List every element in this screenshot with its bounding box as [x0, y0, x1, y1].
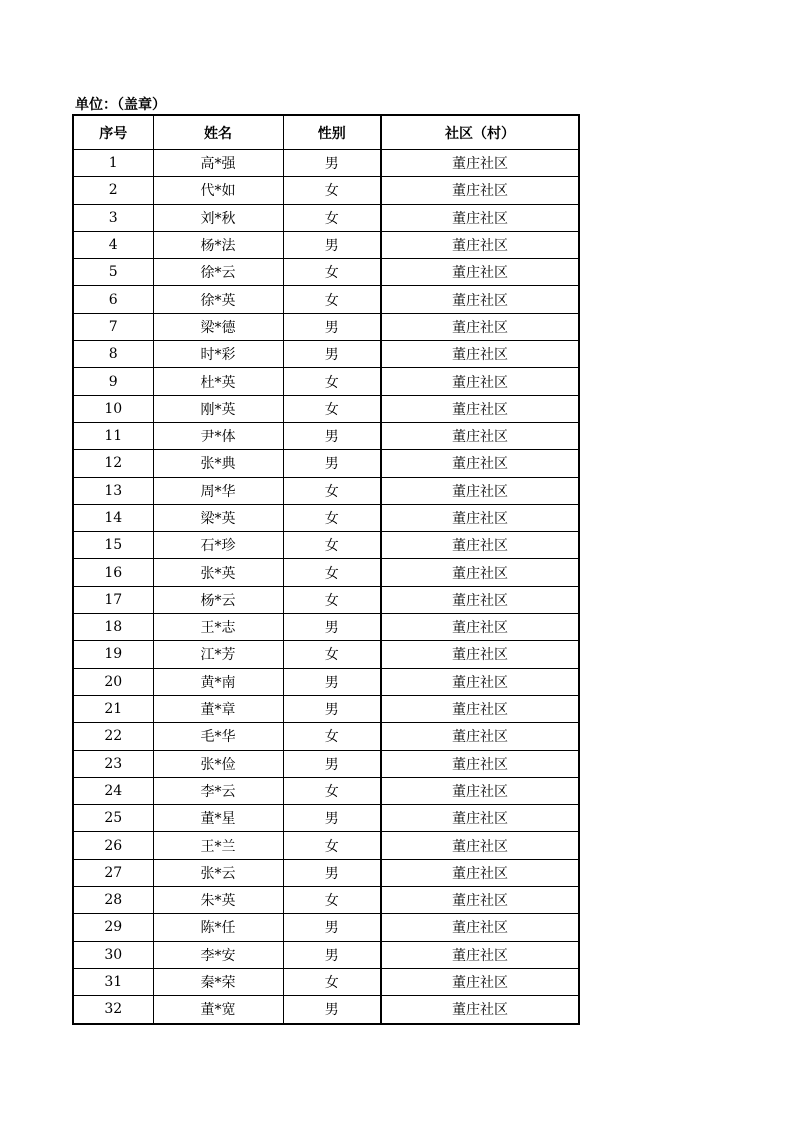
- cell-gender: 女: [283, 259, 381, 286]
- cell-name: 黄*南: [153, 668, 283, 695]
- cell-community: 董庄社区: [381, 204, 579, 231]
- header-gender: 性别: [283, 115, 381, 150]
- table-row: [73, 832, 579, 859]
- cell-community: 董庄社区: [381, 750, 579, 777]
- cell-index: 24: [73, 777, 153, 804]
- header-name: 姓名: [153, 115, 283, 150]
- cell-index: 1: [73, 150, 153, 177]
- cell-name: 梁*德: [153, 313, 283, 340]
- cell-index: 30: [73, 941, 153, 968]
- cell-gender: 女: [283, 504, 381, 531]
- cell-community: 董庄社区: [381, 668, 579, 695]
- table-row: [73, 887, 579, 914]
- cell-community: 董庄社区: [381, 395, 579, 422]
- cell-gender: 女: [283, 586, 381, 613]
- cell-community: 董庄社区: [381, 805, 579, 832]
- cell-name: 毛*华: [153, 723, 283, 750]
- table-row: [73, 641, 579, 668]
- cell-gender: 女: [283, 723, 381, 750]
- cell-index: 19: [73, 641, 153, 668]
- cell-name: 杜*英: [153, 368, 283, 395]
- cell-community: 董庄社区: [381, 177, 579, 204]
- cell-name: 杨*法: [153, 231, 283, 258]
- cell-index: 29: [73, 914, 153, 941]
- cell-gender: 女: [283, 204, 381, 231]
- cell-index: 6: [73, 286, 153, 313]
- cell-index: 16: [73, 559, 153, 586]
- cell-community: 董庄社区: [381, 832, 579, 859]
- cell-name: 王*兰: [153, 832, 283, 859]
- cell-community: 董庄社区: [381, 723, 579, 750]
- cell-name: 李*安: [153, 941, 283, 968]
- cell-community: 董庄社区: [381, 341, 579, 368]
- cell-name: 江*芳: [153, 641, 283, 668]
- cell-gender: 女: [283, 641, 381, 668]
- table-row: [73, 395, 579, 422]
- table-row: [73, 559, 579, 586]
- cell-community: 董庄社区: [381, 150, 579, 177]
- cell-name: 代*如: [153, 177, 283, 204]
- cell-community: 董庄社区: [381, 695, 579, 722]
- table-row: [73, 286, 579, 313]
- cell-index: 10: [73, 395, 153, 422]
- cell-name: 秦*荣: [153, 968, 283, 995]
- cell-community: 董庄社区: [381, 532, 579, 559]
- table-row: [73, 368, 579, 395]
- cell-community: 董庄社区: [381, 777, 579, 804]
- roster-table: [72, 114, 580, 1025]
- cell-name: 周*华: [153, 477, 283, 504]
- cell-name: 张*云: [153, 859, 283, 886]
- table-row: [73, 177, 579, 204]
- table-row: [73, 805, 579, 832]
- cell-name: 朱*英: [153, 887, 283, 914]
- cell-name: 石*珍: [153, 532, 283, 559]
- cell-index: 15: [73, 532, 153, 559]
- cell-name: 时*彩: [153, 341, 283, 368]
- cell-gender: 男: [283, 422, 381, 449]
- cell-name: 李*云: [153, 777, 283, 804]
- cell-gender: 男: [283, 450, 381, 477]
- cell-community: 董庄社区: [381, 586, 579, 613]
- cell-gender: 男: [283, 859, 381, 886]
- cell-community: 董庄社区: [381, 313, 579, 340]
- cell-gender: 男: [283, 150, 381, 177]
- cell-community: 董庄社区: [381, 559, 579, 586]
- cell-name: 梁*英: [153, 504, 283, 531]
- cell-community: 董庄社区: [381, 477, 579, 504]
- cell-gender: 男: [283, 805, 381, 832]
- cell-name: 徐*云: [153, 259, 283, 286]
- table-row: [73, 150, 579, 177]
- cell-gender: 男: [283, 941, 381, 968]
- cell-community: 董庄社区: [381, 368, 579, 395]
- cell-index: 3: [73, 204, 153, 231]
- table-row: [73, 204, 579, 231]
- table-row: [73, 532, 579, 559]
- cell-community: 董庄社区: [381, 231, 579, 258]
- cell-gender: 男: [283, 614, 381, 641]
- cell-community: 董庄社区: [381, 914, 579, 941]
- cell-index: 25: [73, 805, 153, 832]
- cell-index: 5: [73, 259, 153, 286]
- table-row: [73, 231, 579, 258]
- table-row: [73, 422, 579, 449]
- cell-community: 董庄社区: [381, 887, 579, 914]
- cell-community: 董庄社区: [381, 259, 579, 286]
- cell-gender: 女: [283, 968, 381, 995]
- cell-index: 26: [73, 832, 153, 859]
- cell-gender: 男: [283, 341, 381, 368]
- cell-gender: 男: [283, 231, 381, 258]
- table-row: [73, 968, 579, 995]
- cell-name: 张*典: [153, 450, 283, 477]
- unit-seal-label: 单位：（盖章）: [75, 97, 166, 113]
- table-row: [73, 586, 579, 613]
- table-row: [73, 723, 579, 750]
- header-row: [73, 115, 579, 150]
- cell-gender: 男: [283, 914, 381, 941]
- cell-gender: 女: [283, 832, 381, 859]
- cell-gender: 男: [283, 996, 381, 1024]
- cell-community: 董庄社区: [381, 504, 579, 531]
- cell-index: 20: [73, 668, 153, 695]
- cell-index: 7: [73, 313, 153, 340]
- cell-name: 尹*体: [153, 422, 283, 449]
- cell-name: 高*强: [153, 150, 283, 177]
- cell-name: 杨*云: [153, 586, 283, 613]
- cell-index: 17: [73, 586, 153, 613]
- table-row: [73, 341, 579, 368]
- table-row: [73, 750, 579, 777]
- cell-index: 12: [73, 450, 153, 477]
- cell-name: 董*宽: [153, 996, 283, 1024]
- table-row: [73, 259, 579, 286]
- cell-community: 董庄社区: [381, 941, 579, 968]
- cell-index: 22: [73, 723, 153, 750]
- cell-name: 张*英: [153, 559, 283, 586]
- cell-index: 28: [73, 887, 153, 914]
- cell-gender: 男: [283, 313, 381, 340]
- cell-index: 31: [73, 968, 153, 995]
- cell-gender: 女: [283, 477, 381, 504]
- table-row: [73, 614, 579, 641]
- cell-community: 董庄社区: [381, 968, 579, 995]
- table-row: [73, 504, 579, 531]
- cell-community: 董庄社区: [381, 286, 579, 313]
- cell-community: 董庄社区: [381, 422, 579, 449]
- cell-gender: 女: [283, 286, 381, 313]
- cell-index: 21: [73, 695, 153, 722]
- cell-gender: 女: [283, 777, 381, 804]
- table-row: [73, 313, 579, 340]
- cell-index: 18: [73, 614, 153, 641]
- cell-index: 11: [73, 422, 153, 449]
- table-row: [73, 695, 579, 722]
- cell-name: 董*章: [153, 695, 283, 722]
- cell-index: 27: [73, 859, 153, 886]
- cell-gender: 男: [283, 695, 381, 722]
- table-row: [73, 777, 579, 804]
- table-row: [73, 450, 579, 477]
- cell-gender: 女: [283, 368, 381, 395]
- cell-community: 董庄社区: [381, 450, 579, 477]
- cell-community: 董庄社区: [381, 859, 579, 886]
- cell-gender: 男: [283, 750, 381, 777]
- table-row: [73, 914, 579, 941]
- cell-index: 2: [73, 177, 153, 204]
- cell-community: 董庄社区: [381, 614, 579, 641]
- cell-index: 23: [73, 750, 153, 777]
- cell-index: 9: [73, 368, 153, 395]
- header-index: 序号: [73, 115, 153, 150]
- cell-index: 32: [73, 996, 153, 1024]
- cell-index: 8: [73, 341, 153, 368]
- cell-name: 王*志: [153, 614, 283, 641]
- header-community: 社区（村）: [381, 115, 579, 150]
- cell-name: 刘*秋: [153, 204, 283, 231]
- cell-gender: 女: [283, 532, 381, 559]
- cell-index: 14: [73, 504, 153, 531]
- table-row: [73, 859, 579, 886]
- table-row: [73, 668, 579, 695]
- cell-community: 董庄社区: [381, 641, 579, 668]
- roster-body: [73, 150, 579, 1024]
- cell-community: 董庄社区: [381, 996, 579, 1024]
- cell-index: 4: [73, 231, 153, 258]
- cell-gender: 女: [283, 559, 381, 586]
- cell-index: 13: [73, 477, 153, 504]
- cell-gender: 女: [283, 177, 381, 204]
- cell-name: 张*俭: [153, 750, 283, 777]
- table-row: [73, 477, 579, 504]
- table-row: [73, 941, 579, 968]
- cell-name: 董*星: [153, 805, 283, 832]
- cell-name: 陈*任: [153, 914, 283, 941]
- cell-name: 刚*英: [153, 395, 283, 422]
- cell-name: 徐*英: [153, 286, 283, 313]
- cell-gender: 女: [283, 887, 381, 914]
- table-row: [73, 996, 579, 1024]
- cell-gender: 女: [283, 395, 381, 422]
- cell-gender: 男: [283, 668, 381, 695]
